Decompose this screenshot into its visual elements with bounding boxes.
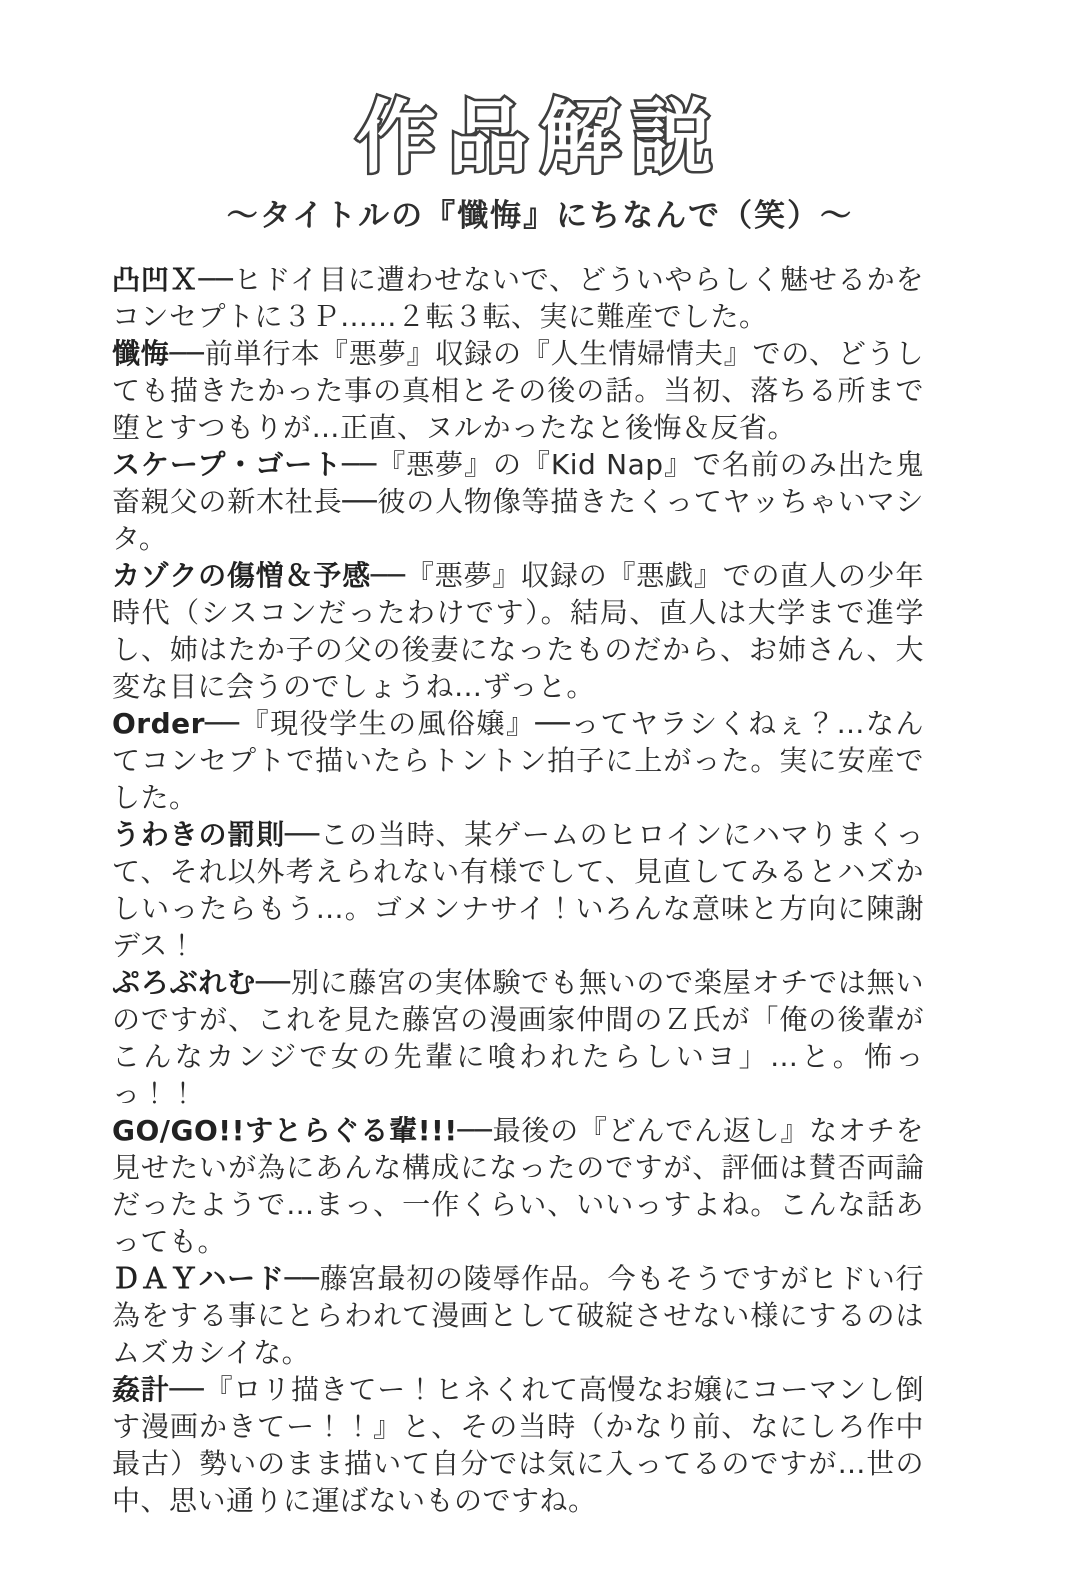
work-title: カゾクの傷憎＆予感 — [112, 559, 371, 592]
paragraph-entry — [112, 261, 924, 335]
work-title: ＤＡＹハード — [112, 1262, 285, 1295]
work-title: GO/GO!!すとらぐる輩!!! — [112, 1114, 458, 1147]
dash: ── — [204, 707, 240, 740]
page-subtitle: 〜タイトルの『懺悔』にちなんで（笑）〜 — [226, 198, 854, 234]
dash: ── — [255, 966, 291, 999]
paragraph-entry — [112, 446, 924, 557]
entry-body: ヒドイ目に遭わせないで、どういやらしく魅せるかをコンセプトに３Ｐ……２転３転、実に難産でした。 — [112, 263, 924, 333]
entry-body: 『悪夢』の『Kid Nap』で名前のみ出た鬼畜親父の新木社長──彼の人物像等描きたくってヤッちゃいマシタ。 — [112, 448, 924, 555]
work-title: 姦計 — [112, 1373, 170, 1406]
paragraph-entry — [112, 964, 924, 1112]
dash: ── — [370, 559, 406, 592]
paragraph-entry — [112, 705, 924, 816]
dash: ── — [198, 263, 234, 296]
work-title: 懺悔 — [112, 337, 170, 370]
paragraph-entry — [112, 1112, 924, 1260]
dash: ── — [285, 818, 320, 851]
entry-body: 最後の『どんでん返し』なオチを見せたいが為にあんな構成になったのですが、評価は賛否両論だったようで…まっ、一作くらい、いいっすよね。こんな話あっても。 — [112, 1114, 924, 1258]
paragraph-entry — [112, 816, 924, 964]
entry-body: 『現役学生の風俗嬢』──ってヤラシくねぇ？…なんてコンセプトで描いたらトントン拍子に上がった。実に安産でした。 — [112, 707, 924, 814]
entry-body: 藤宮最初の陵辱作品。今もそうですがヒドい行為をする事にとらわれて漫画として破綻させない様にするのはムズカシイな。 — [112, 1262, 924, 1369]
dash: ── — [457, 1114, 493, 1147]
entry-body: 前単行本『悪夢』収録の『人生情婦情夫』での、どうしても描きたかった事の真相とその後の話。当初、落ちる所まで堕とすつもりが…正直、ヌルかったなと後悔＆反省。 — [112, 337, 924, 444]
work-title: ぷろぶれむ — [112, 966, 256, 999]
dash: ── — [169, 337, 205, 370]
dash: ── — [169, 1373, 205, 1406]
page-title: 作品解説 — [356, 91, 724, 184]
dash: ── — [284, 1262, 320, 1295]
entry-body: この当時、某ゲームのヒロインにハマりまくって、それ以外考えられない有様でして、見直してみるとハズかしいったらもう…。ゴメンナサイ！いろんな意味と方向に陳謝デス！ — [112, 818, 924, 962]
paragraph-entry — [112, 335, 924, 446]
paragraph-entry — [112, 1260, 924, 1371]
work-title: スケープ・ゴート — [112, 448, 343, 481]
title-block — [0, 0, 1080, 235]
paragraph-entry — [112, 1371, 924, 1519]
work-title: 凸凹Ｘ — [112, 263, 199, 296]
commentary-body — [112, 261, 924, 1519]
work-title: うわきの罰則 — [112, 818, 286, 851]
entry-body: 『ロリ描きてー！ヒネくれて高慢なお嬢にコーマンし倒す漫画かきてー！！』と、その当時（かなり前、なにしろ作中最古）勢いのまま描いて自分では気に入ってるのですが…世の中、思い通りに運ばないものですね。 — [112, 1373, 924, 1517]
entry-body: 別に藤宮の実体験でも無いので楽屋オチでは無いのですが、これを見た藤宮の漫画家仲間のＺ氏が「俺の後輩がこんなカンジで女の先輩に喰われたらしいヨ」…と。怖っっ！！ — [112, 966, 924, 1110]
entry-body: 『悪夢』収録の『悪戯』での直人の少年時代（シスコンだったわけです）。結局、直人は大学まで進学し、姉はたか子の父の後妻になったものだから、お姉さん、大変な目に会うのでしょうね…ずっと。 — [112, 559, 924, 703]
paragraph-entry — [112, 557, 924, 705]
work-title: Order — [112, 707, 205, 740]
dash: ── — [342, 448, 377, 481]
